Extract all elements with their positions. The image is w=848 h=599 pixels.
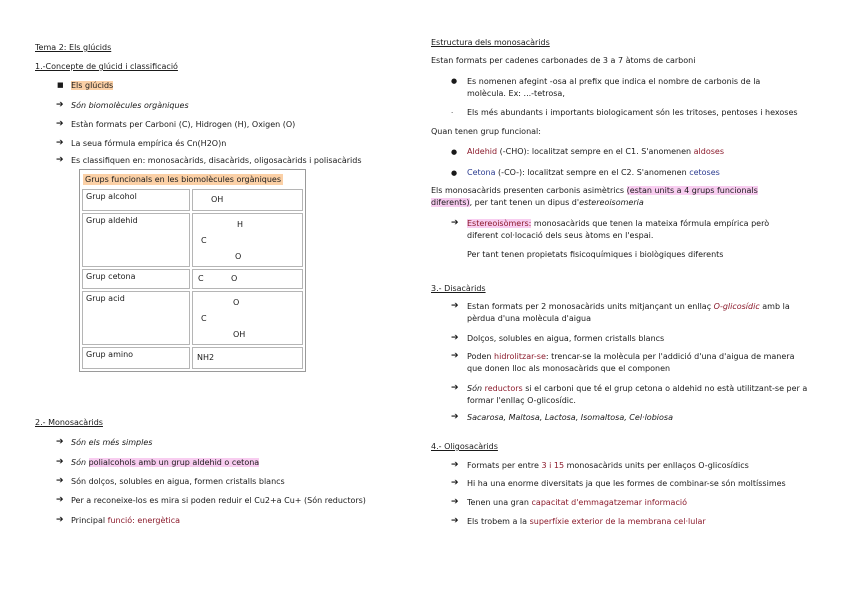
right-arrow-icon: ➔ — [451, 333, 459, 343]
sec1-item-5: Es classifiquen en: monosacàrids, disacàrids, oligosacàrids i polisacàrids — [71, 156, 362, 165]
table-row-group: Grup aldehid — [82, 213, 190, 267]
sec3-item-4: Són reductors si el carboni que té el grup cetona o aldehid no està utilitzant-se per a formar l'enllaç O-glicosídic. — [467, 384, 808, 405]
aldehid-item: Aldehid (-CHO): localitzat sempre en el C1. S'anomenen aldoses — [467, 147, 725, 156]
section4-heading: 4.- Oligosacàrids — [431, 442, 498, 451]
sec2-item-1: Són els més simples — [71, 438, 153, 447]
right-arrow-icon: ➔ — [451, 497, 459, 507]
sec2-item-2: Són polialcohols amb un grup aldehid o cetona — [71, 458, 260, 467]
right-arrow-icon: ➔ — [56, 515, 64, 525]
bullet-icon: ● — [451, 77, 458, 85]
table-row-formula: H C O — [192, 213, 303, 267]
sec1-item-2: Són biomolècules orgàniques — [71, 101, 189, 110]
tema-title: Tema 2: Els glúcids — [35, 43, 112, 52]
sec1-item-4: La seua fórmula empírica és Cn(H2O)n — [71, 139, 227, 148]
right-arrow-icon: ➔ — [56, 495, 64, 505]
right-arrow-icon: ➔ — [56, 119, 64, 129]
section1-heading: 1.-Concepte de glúcid i classificació — [35, 62, 178, 71]
table-row-formula: NH2 — [192, 347, 303, 369]
structure-bullet-1: Es nomenen afegint -osa al prefix que indica el nombre de carbonis de la molècula. Ex: ...-tetrosa, — [467, 77, 761, 98]
right-arrow-icon: ➔ — [56, 155, 64, 165]
right-arrow-icon: ➔ — [451, 383, 459, 393]
sec4-item-3: Tenen una gran capacitat d'emmagatzemar informació — [467, 498, 687, 507]
section3-heading: 3.- Disacàrids — [431, 284, 486, 293]
right-arrow-icon: ➔ — [451, 218, 459, 228]
table-header: Grups funcionals en les biomolècules orgàniques — [85, 175, 282, 184]
right-arrow-icon: ➔ — [451, 516, 459, 526]
square-bullet-icon: ■ — [57, 81, 64, 89]
right-arrow-icon: ➔ — [451, 460, 459, 470]
table-row-group: Grup amino — [82, 347, 190, 369]
structure-intro: Estan formats per cadenes carbonades de 3 a 7 àtoms de carboni — [431, 56, 696, 65]
table-row-group: Grup alcohol — [82, 189, 190, 211]
sec2-item-4: Per a reconeixe-los es mira si poden reduir el Cu2+a Cu+ (Són reductors) — [71, 496, 366, 505]
right-arrow-icon: ➔ — [56, 457, 64, 467]
right-arrow-icon: ➔ — [56, 437, 64, 447]
functional-groups-table — [79, 169, 306, 372]
table-row-formula: C O — [192, 269, 303, 289]
sec3-item-2: Dolços, solubles en aigua, formen cristalls blancs — [467, 334, 665, 343]
sec3-item-1: Estan formats per 2 monosacàrids units mitjançant un enllaç O-glicosídic amb la pèrdua d'una molècula d'aigua — [467, 302, 790, 323]
functional-intro: Quan tenen grup funcional: — [431, 127, 541, 136]
sec4-item-2: Hi ha una enorme diversitats ja que les formes de combinar-se són moltíssimes — [467, 479, 786, 488]
asymmetric-line-1: Els monosacàrids presenten carbonis asimètrics (estan units a 4 grups funcionals — [431, 186, 758, 195]
table-row-group: Grup acid — [82, 291, 190, 345]
right-arrow-icon: ➔ — [56, 138, 64, 148]
sec3-item-5: Sacarosa, Maltosa, Lactosa, Isomaltosa, Cel·lobiosa — [467, 413, 673, 422]
sec4-item-1: Formats per entre 3 i 15 monosacàrids units per enllaços O-glicosídics — [467, 461, 749, 470]
right-arrow-icon: ➔ — [451, 351, 459, 361]
sec3-item-3: Poden hidrolitzar-se: trencar-se la molècula per l'addició d'una d'aigua de manera que donen lloc als monosacàrids que el componen — [467, 352, 795, 373]
table-header-cell — [82, 172, 303, 187]
section2-heading: 2.- Monosacàrids — [35, 418, 103, 427]
asymmetric-line-2: diferents), per tant tenen un dipus d'estereoisomeria — [431, 198, 644, 207]
sec2-item-5: Principal funció: energètica — [71, 516, 181, 525]
right-arrow-icon: ➔ — [451, 301, 459, 311]
table-row-formula: OH — [192, 189, 303, 211]
bullet-icon: · — [451, 109, 454, 117]
bullet-icon: ● — [451, 169, 458, 177]
right-arrow-icon: ➔ — [56, 476, 64, 486]
sec1-item-1: Els glúcids — [71, 81, 114, 90]
table-row-formula: O C OH — [192, 291, 303, 345]
structure-bullet-2: Els més abundants i importants biologicament són les tritoses, pentoses i hexoses — [467, 108, 798, 117]
right-arrow-icon: ➔ — [56, 100, 64, 110]
structure-heading: Estructura dels monosacàrids — [431, 38, 550, 47]
stereoisomer-more: Per tant tenen propietats fisicoquímiques i biològiques diferents — [467, 250, 724, 259]
sec2-item-3: Són dolços, solubles en aigua, formen cristalls blancs — [71, 477, 285, 486]
right-arrow-icon: ➔ — [451, 478, 459, 488]
sec4-item-4: Els trobem a la superfíxie exterior de la membrana cel·lular — [467, 517, 706, 526]
stereoisomer-item: Estereoisòmers: monosacàrids que tenen la mateixa fórmula empírica però diferent col·locació dels seus àtoms en l'espai. — [467, 219, 770, 240]
cetona-item: Cetona (-CO-): localitzat sempre en el C2. S'anomenen cetoses — [467, 168, 720, 177]
right-arrow-icon: ➔ — [451, 412, 459, 422]
sec1-item-3: Estàn formats per Carboni (C), Hidrogen (H), Oxigen (O) — [71, 120, 296, 129]
bullet-icon: ● — [451, 148, 458, 156]
table-row-group: Grup cetona — [82, 269, 190, 289]
